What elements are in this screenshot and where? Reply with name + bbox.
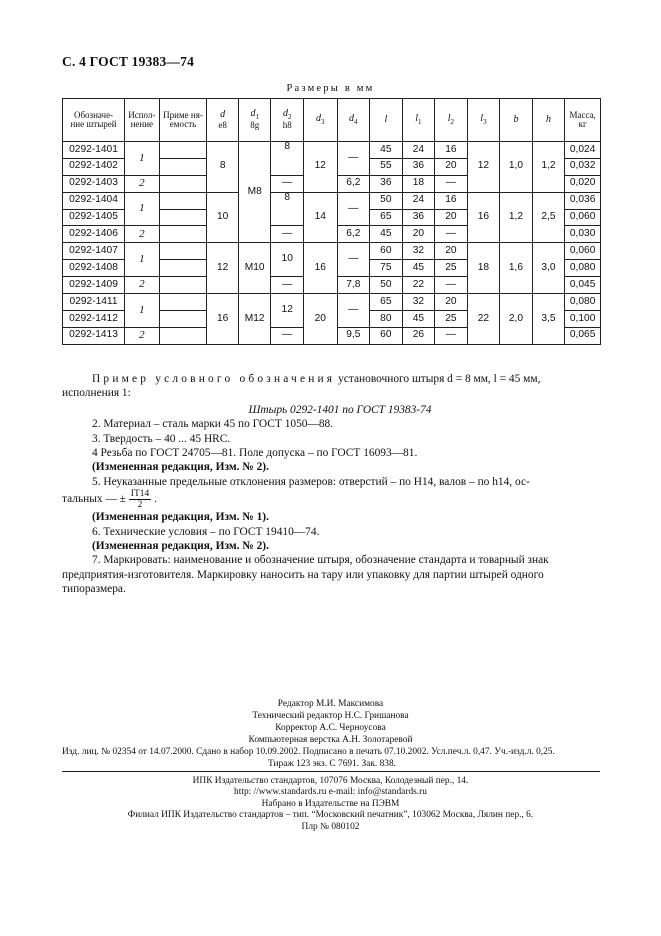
body-text bbox=[62, 372, 605, 597]
cell-d4: — bbox=[337, 142, 370, 176]
table-row bbox=[63, 294, 601, 311]
imprint-line: http: //www.standards.ru e-mail: info@standards.ru bbox=[234, 787, 427, 798]
cell-mass: 0,024 bbox=[565, 142, 601, 159]
cell-applicability bbox=[159, 192, 207, 209]
cell-d2: 12 bbox=[271, 294, 304, 328]
cell-l1: 24 bbox=[402, 142, 435, 159]
col-l3: $l_3$ bbox=[467, 99, 500, 142]
item-5-cont: тальных — ± $\frac{IT14}{2}$ . bbox=[62, 489, 157, 511]
cell-code: 0292-1408 bbox=[63, 260, 125, 277]
divider bbox=[62, 771, 600, 772]
cell-d: 12 bbox=[207, 243, 239, 294]
cell-d4: 9,5 bbox=[337, 327, 370, 344]
cell-d3: 14 bbox=[303, 192, 337, 243]
imprint-line: Филиал ИПК Издательство стандартов – тип. “Московский печатник”, 103062 Москва, Лялин пер., 6. bbox=[127, 810, 534, 821]
imprint bbox=[0, 776, 661, 833]
cell-code: 0292-1405 bbox=[63, 209, 125, 226]
cell-l: 50 bbox=[370, 277, 403, 294]
tolerance-fraction: $\frac{IT14}{2}$ bbox=[130, 489, 150, 511]
cell-mass: 0,080 bbox=[565, 294, 601, 311]
cell-l2: 16 bbox=[435, 192, 468, 209]
cell-d3: 20 bbox=[303, 294, 337, 345]
table-header-row bbox=[63, 99, 601, 142]
col-mass: Масса, кг bbox=[565, 99, 601, 142]
cell-l2: 25 bbox=[435, 260, 468, 277]
pubinfo-line: Изд. лиц. № 02354 от 14.07.2000. Сдано в набор 10.09.2002. Подписано в печать 07.10.2002. Усл.печ.л. 0,47. Уч.-изд.л. 0,25. bbox=[62, 747, 555, 757]
cell-h: 3,0 bbox=[532, 243, 565, 294]
credit-proofreader: Корректор А.С. Черноусова bbox=[275, 723, 386, 733]
cell-h: 3,5 bbox=[532, 294, 565, 345]
cell-l3: 18 bbox=[467, 243, 500, 294]
cell-d1: M10 bbox=[238, 243, 271, 294]
cell-applicability bbox=[159, 209, 207, 226]
cell-d3: 12 bbox=[303, 142, 337, 193]
cell-d2: — bbox=[271, 175, 304, 192]
cell-b: 1,0 bbox=[500, 142, 533, 193]
item-5: 5. Неуказанные предельные отклонения размеров: отверстий – по Н14, валов – по h14, ос- bbox=[92, 475, 530, 488]
dimensions-table bbox=[62, 98, 601, 345]
cell-variant: 2 bbox=[125, 226, 160, 243]
cell-l2: 16 bbox=[435, 142, 468, 159]
cell-code: 0292-1402 bbox=[63, 158, 125, 175]
cell-l2: — bbox=[435, 327, 468, 344]
table-row bbox=[63, 243, 601, 260]
table-row bbox=[63, 142, 601, 159]
col-d4: $d_4$ bbox=[337, 99, 370, 142]
edit-note: (Измененная редакция, Изм. № 2). bbox=[92, 461, 269, 474]
cell-code: 0292-1401 bbox=[63, 142, 125, 159]
cell-mass: 0,020 bbox=[565, 175, 601, 192]
credit-editor: Редактор М.И. Максимова bbox=[277, 699, 384, 709]
example-paragraph-cont: исполнения 1: bbox=[62, 387, 131, 400]
col-h: h bbox=[532, 99, 565, 142]
cell-l2: 20 bbox=[435, 243, 468, 260]
page-title: С. 4 ГОСТ 19383—74 bbox=[62, 54, 195, 69]
cell-l3: 22 bbox=[467, 294, 500, 345]
cell-d4: — bbox=[337, 294, 370, 328]
cell-d4: — bbox=[337, 192, 370, 226]
item-6: 6. Технические условия – по ГОСТ 19410—74. bbox=[92, 525, 320, 538]
cell-code: 0292-1412 bbox=[63, 310, 125, 327]
cell-code: 0292-1403 bbox=[63, 175, 125, 192]
cell-l1: 20 bbox=[402, 226, 435, 243]
cell-l1: 45 bbox=[402, 260, 435, 277]
cell-l3: 16 bbox=[467, 192, 500, 243]
cell-code: 0292-1411 bbox=[63, 294, 125, 311]
cell-l2: — bbox=[435, 226, 468, 243]
cell-l2: 20 bbox=[435, 158, 468, 175]
publication-info bbox=[62, 746, 602, 770]
imprint-line: ИПК Издательство стандартов, 107076 Москва, Колодезный пер., 14. bbox=[192, 776, 469, 786]
item-7-cont: типоразмера. bbox=[62, 583, 126, 596]
cell-l2: 20 bbox=[435, 209, 468, 226]
credit-tech-editor: Технический редактор Н.С. Гришанова bbox=[252, 711, 409, 721]
cell-l2: — bbox=[435, 175, 468, 192]
cell-applicability bbox=[159, 142, 207, 159]
cell-l1: 26 bbox=[402, 327, 435, 344]
cell-l: 80 bbox=[370, 310, 403, 327]
cell-l: 75 bbox=[370, 260, 403, 277]
cell-l: 45 bbox=[370, 142, 403, 159]
cell-applicability bbox=[159, 260, 207, 277]
cell-d4: 6,2 bbox=[337, 175, 370, 192]
cell-variant: 1 bbox=[125, 192, 160, 226]
cell-l: 55 bbox=[370, 158, 403, 175]
cell-l: 65 bbox=[370, 294, 403, 311]
cell-applicability bbox=[159, 277, 207, 294]
col-l2: $l_2$ bbox=[435, 99, 468, 142]
cell-l2: 20 bbox=[435, 294, 468, 311]
cell-l1: 32 bbox=[402, 243, 435, 260]
cell-applicability bbox=[159, 327, 207, 344]
credit-layout: Компьютерная верстка А.Н. Золотаревой bbox=[248, 735, 413, 745]
col-b: b bbox=[500, 99, 533, 142]
cell-variant: 2 bbox=[125, 175, 160, 192]
cell-l1: 32 bbox=[402, 294, 435, 311]
cell-l: 60 bbox=[370, 243, 403, 260]
item-3: 3. Твердость – 40 ... 45 HRC. bbox=[92, 432, 231, 445]
item-2: 2. Материал – сталь марки 45 по ГОСТ 1050—88. bbox=[92, 418, 334, 431]
cell-d4: — bbox=[337, 243, 370, 277]
cell-variant: 2 bbox=[125, 327, 160, 344]
cell-applicability bbox=[159, 158, 207, 175]
cell-mass: 0,060 bbox=[565, 209, 601, 226]
cell-mass: 0,080 bbox=[565, 260, 601, 277]
col-d: d e8 bbox=[207, 99, 239, 142]
cell-code: 0292-1413 bbox=[63, 327, 125, 344]
cell-variant: 2 bbox=[125, 277, 160, 294]
imprint-line: Плр № 080102 bbox=[301, 821, 360, 832]
col-d3: $d_3$ bbox=[303, 99, 337, 142]
table-row bbox=[63, 192, 601, 209]
cell-d: 10 bbox=[207, 192, 239, 243]
cell-applicability bbox=[159, 294, 207, 311]
cell-code: 0292-1407 bbox=[63, 243, 125, 260]
example-paragraph: Пример условного обозначения установочного штыря d = 8 мм, l = 45 мм, bbox=[92, 373, 541, 385]
edit-note: (Измененная редакция, Изм. № 2). bbox=[92, 540, 269, 553]
cell-l1: 36 bbox=[402, 209, 435, 226]
cell-d2: — bbox=[271, 226, 304, 243]
pubinfo-line: Тираж 123 экз. С 7691. Зак. 838. bbox=[268, 759, 396, 769]
cell-variant: 1 bbox=[125, 294, 160, 328]
cell-l1: 22 bbox=[402, 277, 435, 294]
col-d1: $d_1$ 8g bbox=[238, 99, 271, 142]
cell-mass: 0,045 bbox=[565, 277, 601, 294]
col-applicability: Приме ня- емость bbox=[159, 99, 207, 142]
item-4: 4 Резьба по ГОСТ 24705—81. Поле допуска – по ГОСТ 16093—81. bbox=[92, 447, 418, 460]
cell-d1: M8 bbox=[238, 142, 271, 243]
example-designation: Штырь 0292-1401 по ГОСТ 19383-74 bbox=[248, 403, 432, 416]
edit-note: (Измененная редакция, Изм. № 1). bbox=[92, 511, 269, 524]
cell-applicability bbox=[159, 226, 207, 243]
cell-mass: 0,036 bbox=[565, 192, 601, 209]
cell-l1: 24 bbox=[402, 192, 435, 209]
cell-code: 0292-1406 bbox=[63, 226, 125, 243]
cell-d2: 8 bbox=[271, 192, 304, 226]
cell-d3: 16 bbox=[303, 243, 337, 294]
cell-mass: 0,060 bbox=[565, 243, 601, 260]
cell-b: 2,0 bbox=[500, 294, 533, 345]
dimensions-caption: Размеры в мм bbox=[286, 83, 375, 94]
cell-mass: 0,065 bbox=[565, 327, 601, 344]
cell-l: 60 bbox=[370, 327, 403, 344]
cell-l3: 12 bbox=[467, 142, 500, 193]
item-7-cont: предприятия-изготовителя. Маркировку наносить на тару или упаковку для партии штырей одного bbox=[62, 568, 544, 581]
col-l1: $l_1$ bbox=[402, 99, 435, 142]
cell-applicability bbox=[159, 310, 207, 327]
cell-l1: 18 bbox=[402, 175, 435, 192]
cell-d4: 7,8 bbox=[337, 277, 370, 294]
cell-d2: — bbox=[271, 327, 304, 344]
cell-code: 0292-1409 bbox=[63, 277, 125, 294]
cell-d: 16 bbox=[207, 294, 239, 345]
cell-d2: 8 bbox=[271, 142, 304, 176]
cell-d: 8 bbox=[207, 142, 239, 193]
col-l: l bbox=[370, 99, 403, 142]
cell-d2: 10 bbox=[271, 243, 304, 277]
cell-l1: 36 bbox=[402, 158, 435, 175]
cell-d1: M12 bbox=[238, 294, 271, 345]
cell-l2: — bbox=[435, 277, 468, 294]
cell-d4: 6,2 bbox=[337, 226, 370, 243]
cell-l: 36 bbox=[370, 175, 403, 192]
col-d2: $d_2$ h8 bbox=[271, 99, 304, 142]
cell-h: 2,5 bbox=[532, 192, 565, 243]
imprint-line: Набрано в Издательстве на ПЭВМ bbox=[261, 798, 400, 809]
cell-l: 45 bbox=[370, 226, 403, 243]
item-7: 7. Маркировать: наименование и обозначение штыря, обозначение стандарта и товарный знак bbox=[92, 554, 549, 567]
cell-h: 1,2 bbox=[532, 142, 565, 193]
credits bbox=[0, 698, 661, 746]
cell-mass: 0,100 bbox=[565, 310, 601, 327]
col-designation: Обозначе- ние штырей bbox=[63, 99, 125, 142]
cell-mass: 0,030 bbox=[565, 226, 601, 243]
cell-mass: 0,032 bbox=[565, 158, 601, 175]
cell-l2: 25 bbox=[435, 310, 468, 327]
cell-variant: 1 bbox=[125, 243, 160, 277]
col-variant: Испол- нение bbox=[125, 99, 160, 142]
cell-l: 65 bbox=[370, 209, 403, 226]
cell-applicability bbox=[159, 175, 207, 192]
cell-l: 50 bbox=[370, 192, 403, 209]
cell-b: 1,2 bbox=[500, 192, 533, 243]
cell-applicability bbox=[159, 243, 207, 260]
cell-b: 1,6 bbox=[500, 243, 533, 294]
cell-d2: — bbox=[271, 277, 304, 294]
cell-l1: 45 bbox=[402, 310, 435, 327]
cell-code: 0292-1404 bbox=[63, 192, 125, 209]
cell-variant: 1 bbox=[125, 142, 160, 176]
